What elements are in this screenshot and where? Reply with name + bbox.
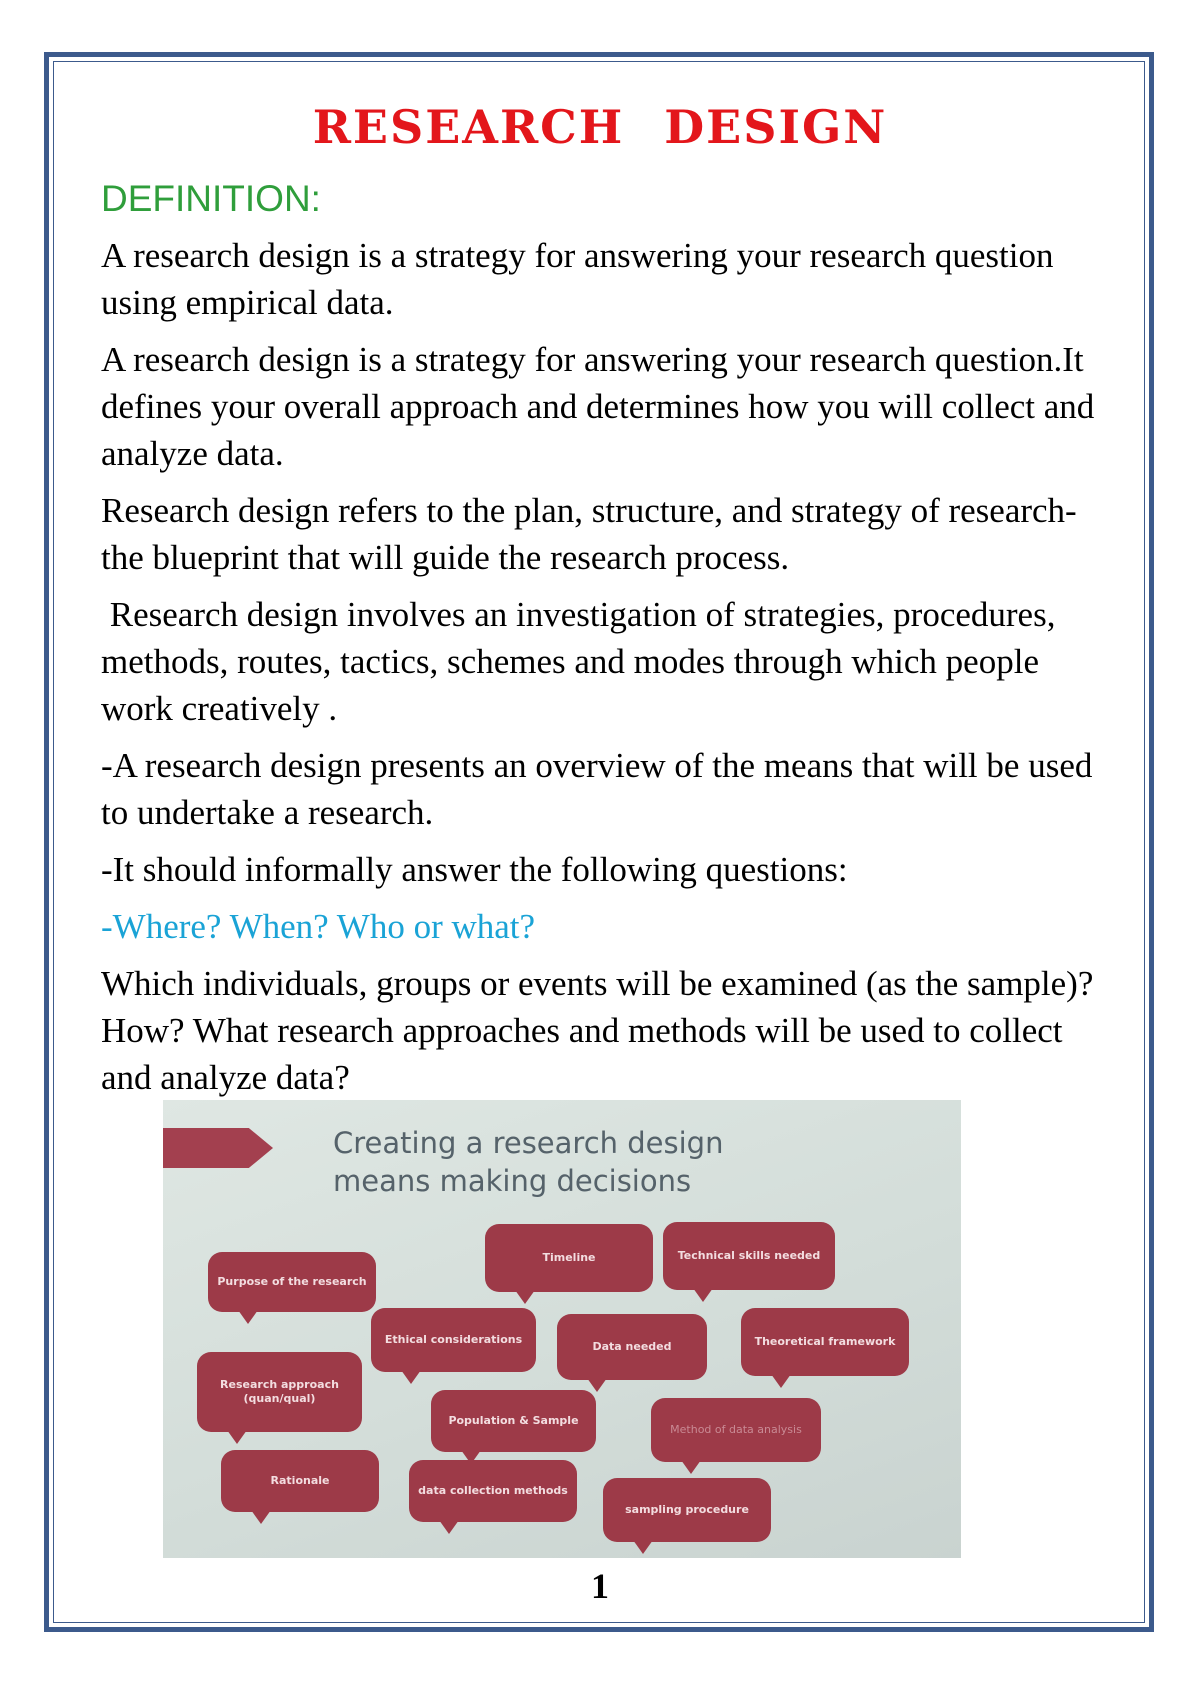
bubble-theoretical: Theoretical framework bbox=[741, 1308, 909, 1376]
paragraph: Which individuals, groups or events will be examined (as the sample)? How? What research approaches and methods will be used to collect and analyze data? bbox=[101, 964, 1094, 1097]
page-title: RESEARCH DESIGN bbox=[312, 100, 888, 154]
bubble-rationale: Rationale bbox=[221, 1450, 379, 1512]
paragraph: Research design involves an investigation of strategies, procedures, methods, routes, tactics, schemes and modes through which people work creatively . bbox=[101, 595, 1065, 728]
slide-title-line1: Creating a research design bbox=[333, 1126, 724, 1160]
paragraph: A research design is a strategy for answering your research question using empirical data. bbox=[101, 236, 1054, 322]
definition-body bbox=[101, 232, 1101, 1111]
slide-arrow-icon bbox=[163, 1128, 273, 1168]
bubble-purpose: Purpose of the research bbox=[208, 1252, 376, 1312]
paragraph: A research design is a strategy for answering your research question.It defines your overall approach and determines how you will collect and analyze data. bbox=[101, 340, 1095, 473]
paragraph: -It should informally answer the following questions: bbox=[101, 850, 848, 889]
bubble-sampling: sampling procedure bbox=[603, 1478, 771, 1542]
bubble-timeline: Timeline bbox=[485, 1224, 653, 1292]
bubble-research-approach: Research approach (quan/qual) bbox=[197, 1352, 362, 1432]
bubble-technical-skills: Technical skills needed bbox=[663, 1222, 835, 1290]
bubble-data-collection: data collection methods bbox=[409, 1460, 577, 1522]
slide-title bbox=[333, 1124, 723, 1200]
paragraph: Research design refers to the plan, structure, and strategy of research-the blueprint that will guide the research process. bbox=[101, 491, 1077, 577]
questions-highlight: -Where? When? Who or what? bbox=[101, 907, 536, 946]
research-design-photo bbox=[163, 1100, 961, 1558]
bubble-ethical: Ethical considerations bbox=[371, 1308, 536, 1372]
bubble-population: Population & Sample bbox=[431, 1390, 596, 1452]
page-number: 1 bbox=[591, 1566, 609, 1606]
definition-heading: DEFINITION: bbox=[101, 178, 321, 219]
bubble-method-analysis: Method of data analysis bbox=[651, 1398, 821, 1462]
bubble-data-needed: Data needed bbox=[557, 1314, 707, 1380]
paragraph: -A research design presents an overview of the means that will be used to undertake a research. bbox=[101, 746, 1093, 832]
slide-title-line2: means making decisions bbox=[333, 1164, 692, 1198]
